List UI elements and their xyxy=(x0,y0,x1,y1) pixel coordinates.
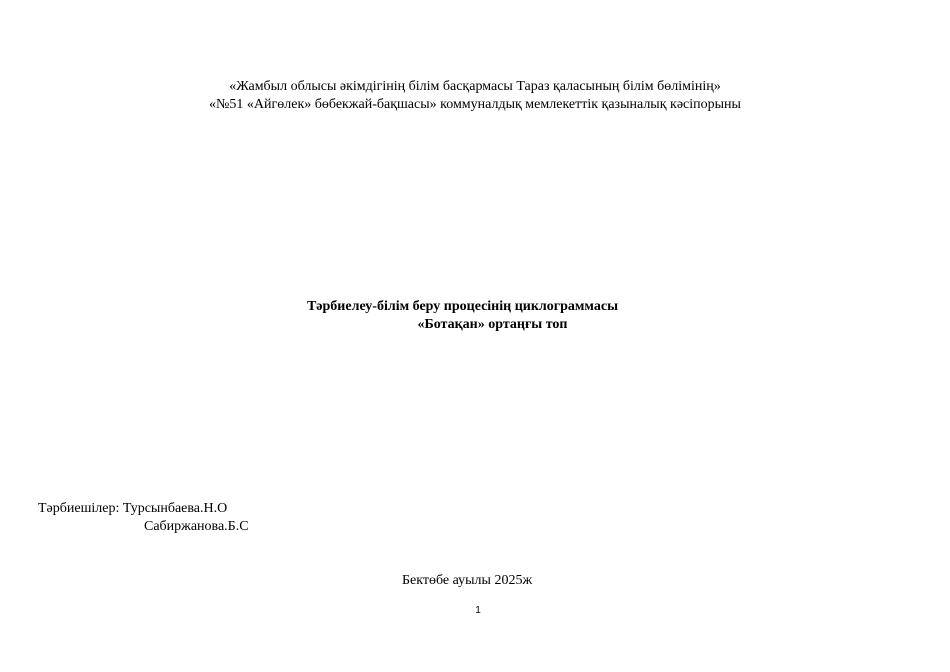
document-title: Тәрбиелеу-білім беру процесінің циклограммасы xyxy=(306,299,619,314)
teacher-second-name: Сабиржанова.Б.С xyxy=(144,519,249,534)
place-and-year: Бектөбе ауылы 2025ж xyxy=(402,573,533,588)
page-number: 1 xyxy=(475,605,481,616)
organization-line-1: «Жамбыл облысы әкімдігінің білім басқармасы Тараз қаласының білім бөлімінің» xyxy=(229,79,721,94)
group-name: «Ботақан» ортаңғы топ xyxy=(417,317,568,332)
organization-line-2: «№51 «Айгөлек» бөбекжай-бақшасы» коммуналдық мемлекеттік қазыналық кәсіпорыны xyxy=(209,97,741,112)
teachers-line: Тәрбиешілер: Турсынбаева.Н.О xyxy=(38,501,228,516)
